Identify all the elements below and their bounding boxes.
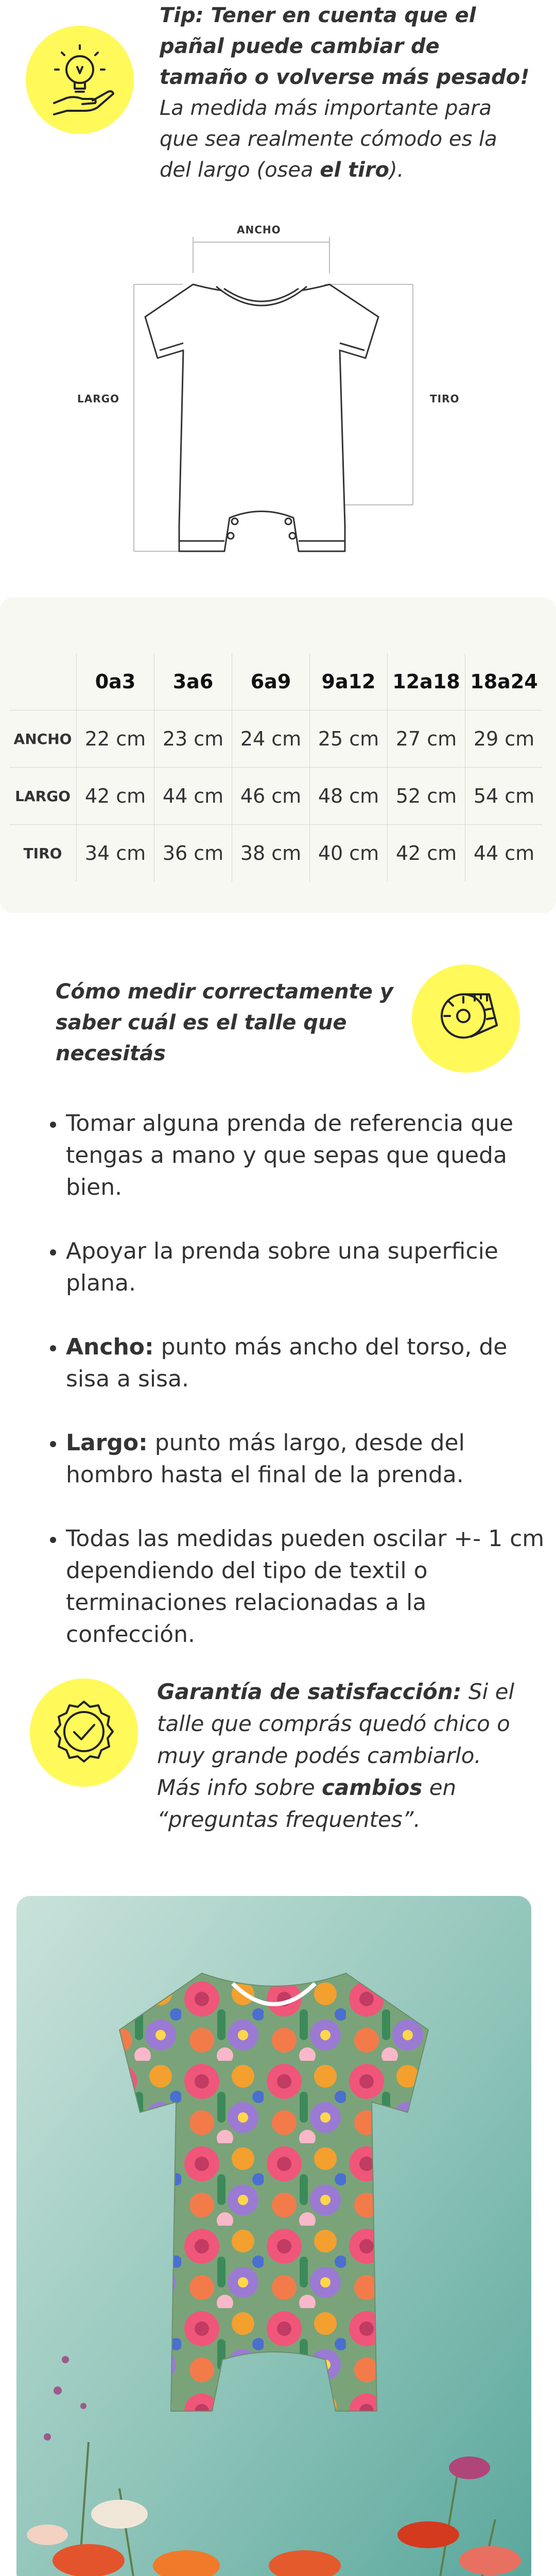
table-cell: 48 cm: [310, 768, 388, 825]
table-cell: 22 cm: [77, 710, 154, 768]
table-cell: 44 cm: [465, 825, 543, 882]
table-header-row: [9, 653, 543, 710]
row-label-tiro: TIRO: [9, 825, 77, 882]
lightbulb-hand-icon: [26, 26, 134, 134]
table-row: [9, 768, 543, 825]
table-cell: 25 cm: [310, 710, 388, 768]
largo-label: LARGO: [77, 393, 120, 405]
step-bold-label: Ancho:: [66, 1334, 154, 1360]
guarantee-body-end: en “preguntas frequentes”.: [157, 1775, 457, 1832]
step-text: punto más ancho del torso, de sisa a sisa.: [66, 1334, 508, 1392]
list-item: [66, 1427, 545, 1491]
tip-text-end: ).: [389, 158, 404, 182]
table-cell: 52 cm: [388, 768, 465, 825]
step-text: Tomar alguna prenda de referencia que tengas a mano y que sepas que queda bien.: [66, 1110, 514, 1200]
tip-tiro-emphasis: el tiro: [320, 158, 390, 182]
table-cell: 42 cm: [388, 825, 465, 882]
table-cell: 44 cm: [154, 768, 232, 825]
tiro-label: TIRO: [430, 393, 460, 405]
step-text: Todas las medidas pueden oscilar +- 1 cm dependiendo del tipo de textil o terminaciones relacionadas a la confección.: [66, 1526, 545, 1648]
table-cell: 24 cm: [232, 710, 310, 768]
size-table: [9, 653, 543, 882]
check-badge-icon: [30, 1679, 138, 1787]
photo-illustration: [16, 1896, 531, 2576]
table-cell: 36 cm: [154, 825, 232, 882]
guarantee-icon-circle: [30, 1679, 138, 1787]
table-header-cell: 3a6: [154, 653, 232, 710]
table-header-cell: 0a3: [77, 653, 154, 710]
list-item: [66, 1331, 545, 1395]
table-cell: 38 cm: [232, 825, 310, 882]
measure-steps-list: [41, 1108, 545, 1683]
list-item: [66, 1108, 545, 1204]
tip-icon-circle: [26, 26, 134, 134]
table-cell: 54 cm: [465, 768, 543, 825]
row-label-ancho: ANCHO: [9, 710, 77, 768]
guarantee-body: Si el talle que comprás quedó chico o muy grande podés cambiarlo. Más info sobre: [157, 1679, 515, 1800]
step-text: Apoyar la prenda sobre una superficie plana.: [66, 1238, 498, 1296]
step-text: punto más largo, desde del hombro hasta el final de la prenda.: [66, 1430, 465, 1488]
tip-bold-text: Tip: Tener en cuenta que el pañal puede cambiar de tamaño o volverse más pesado!: [160, 4, 530, 89]
table-row: [9, 825, 543, 882]
table-cell: 27 cm: [388, 710, 465, 768]
table-row: [9, 710, 543, 768]
table-header-cell: 12a18: [388, 653, 465, 710]
row-label-largo: LARGO: [9, 768, 77, 825]
table-header-cell: 18a24: [465, 653, 543, 710]
table-cell: 29 cm: [465, 710, 543, 768]
cambios-link[interactable]: cambios: [322, 1775, 423, 1800]
table-cell: 40 cm: [310, 825, 388, 882]
guarantee-title: Garantía de satisfacción:: [157, 1679, 462, 1704]
measuring-tape-icon: [412, 964, 520, 1073]
measure-guide-heading: Cómo medir correctamente y saber cuál es el talle que necesitás: [56, 980, 393, 1065]
table-cell: 42 cm: [77, 768, 154, 825]
tip-text: [160, 0, 530, 185]
list-item: [66, 1523, 545, 1651]
table-cell: 23 cm: [154, 710, 232, 768]
list-item: [66, 1235, 545, 1299]
table-header-cell: 6a9: [232, 653, 310, 710]
ancho-label: ANCHO: [237, 224, 281, 236]
tip-body-text: La medida más importante para que sea realmente cómodo es la del largo (osea: [160, 96, 497, 182]
size-table-panel: [0, 598, 556, 913]
guarantee-text: [157, 1676, 528, 1836]
table-header-cell: 9a12: [310, 653, 388, 710]
step-bold-label: Largo:: [66, 1430, 148, 1456]
floral-romper-photo: [16, 1896, 531, 2576]
measure-icon-circle: [412, 964, 520, 1073]
table-cell: 46 cm: [232, 768, 310, 825]
table-header-corner: [9, 653, 77, 710]
romper-measurement-diagram: [118, 237, 427, 556]
table-cell: 34 cm: [77, 825, 154, 882]
